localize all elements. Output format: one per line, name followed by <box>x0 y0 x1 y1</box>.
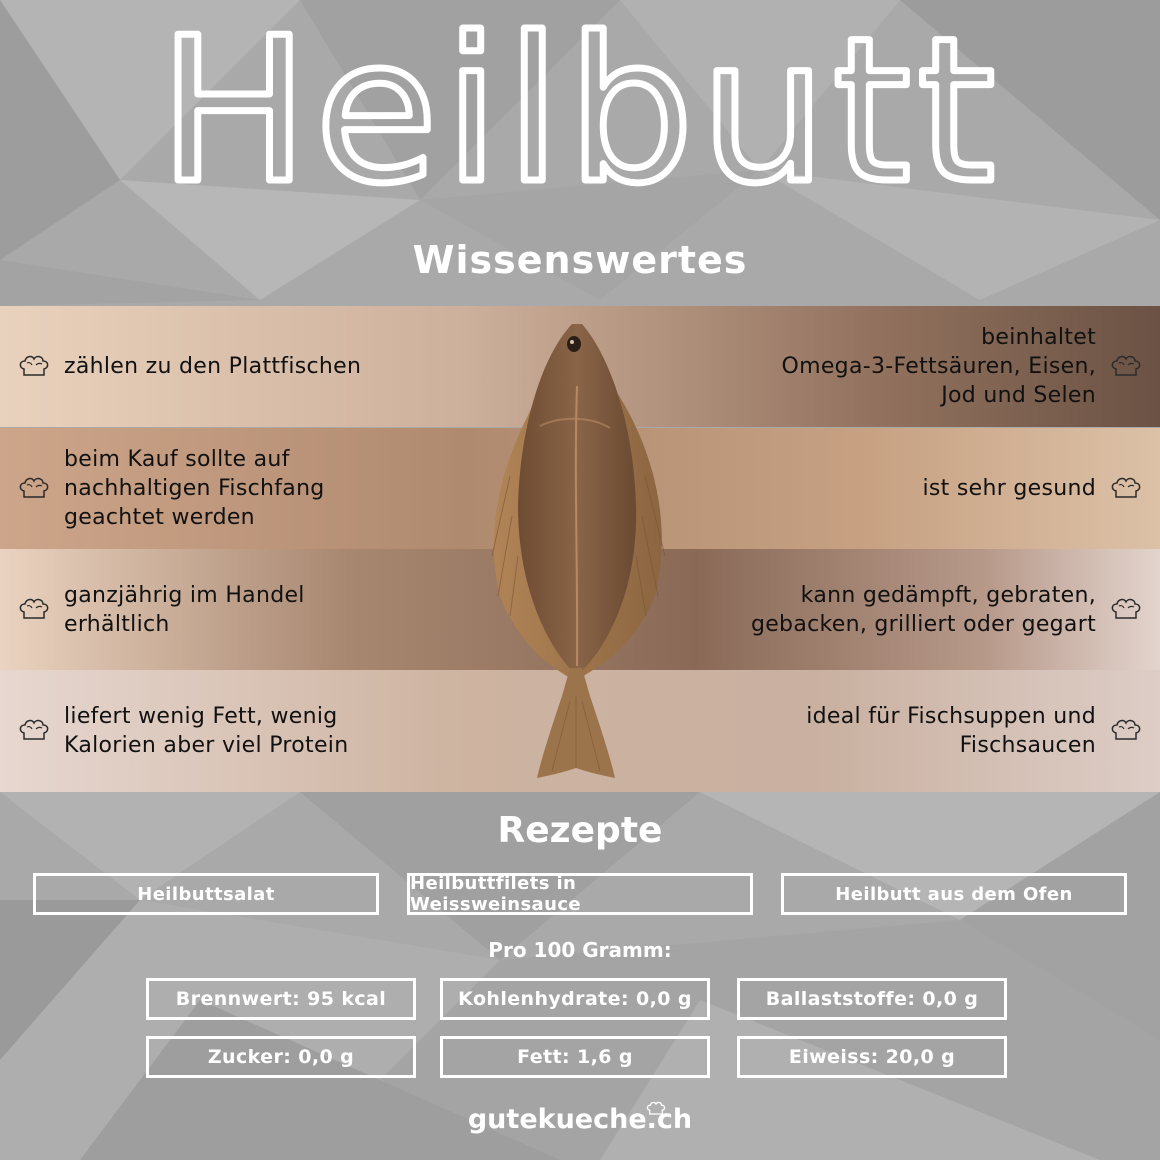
chef-hat-icon <box>1110 717 1142 745</box>
fact-right-4 <box>702 670 1142 792</box>
nutrition-protein: Eiweiss: 20,0 g <box>737 1036 1007 1078</box>
fact-text: ist sehr gesund <box>922 476 1096 501</box>
chef-hat-icon <box>1110 353 1142 381</box>
page-title-text: Heilbutt <box>158 0 1002 215</box>
chef-hat-icon <box>646 1100 666 1118</box>
nutrition-sugar: Zucker: 0,0 g <box>146 1036 416 1078</box>
chef-hat-icon <box>1110 596 1142 624</box>
recipe-link-heilbutt-ofen[interactable]: Heilbutt aus dem Ofen <box>781 873 1127 915</box>
fact-text: ideal für Fischsuppen und Fischsaucen <box>806 704 1096 758</box>
chef-hat-icon <box>18 717 50 745</box>
fact-text: zählen zu den Plattfischen <box>64 354 362 379</box>
section-title-recipes: Rezepte <box>497 810 663 851</box>
brand-logo-text: gutekueche.ch <box>467 1104 693 1135</box>
chef-hat-icon <box>1110 475 1142 503</box>
halibut-fish-image <box>470 316 690 786</box>
fact-left-4 <box>18 670 438 792</box>
fact-right-2 <box>702 428 1142 549</box>
fact-right-1 <box>702 306 1142 427</box>
nutrition-title: Pro 100 Gramm: <box>488 938 672 962</box>
nutrition-energy: Brennwert: 95 kcal <box>146 978 416 1020</box>
section-title-facts: Wissenswertes <box>412 238 748 282</box>
fact-text: beinhaltet Omega-3-Fettsäuren, Eisen, Jod und Selen <box>781 325 1096 408</box>
fact-left-2 <box>18 428 438 549</box>
nutrition-carbohydrates: Kohlenhydrate: 0,0 g <box>440 978 710 1020</box>
recipe-link-heilbuttsalat[interactable]: Heilbuttsalat <box>33 873 379 915</box>
fact-text: liefert wenig Fett, wenig Kalorien aber viel Protein <box>64 704 349 758</box>
fact-left-3 <box>18 549 438 670</box>
fact-text: ganzjährig im Handel erhältlich <box>64 582 305 637</box>
recipe-link-heilbuttfilets[interactable]: Heilbuttfilets in Weissweinsauce <box>407 873 753 915</box>
chef-hat-icon <box>18 475 50 503</box>
nutrition-fibre: Ballaststoffe: 0,0 g <box>737 978 1007 1020</box>
chef-hat-icon <box>18 596 50 624</box>
nutrition-fat: Fett: 1,6 g <box>440 1036 710 1078</box>
fact-right-3 <box>702 549 1142 670</box>
chef-hat-icon <box>18 353 50 381</box>
fact-left-1 <box>18 306 438 427</box>
fact-text: kann gedämpft, gebraten, gebacken, grilliert oder gegart <box>750 582 1096 637</box>
fact-text: beim Kauf sollte auf nachhaltigen Fischfang geachtet werden <box>64 447 325 530</box>
page-title <box>0 0 1160 215</box>
